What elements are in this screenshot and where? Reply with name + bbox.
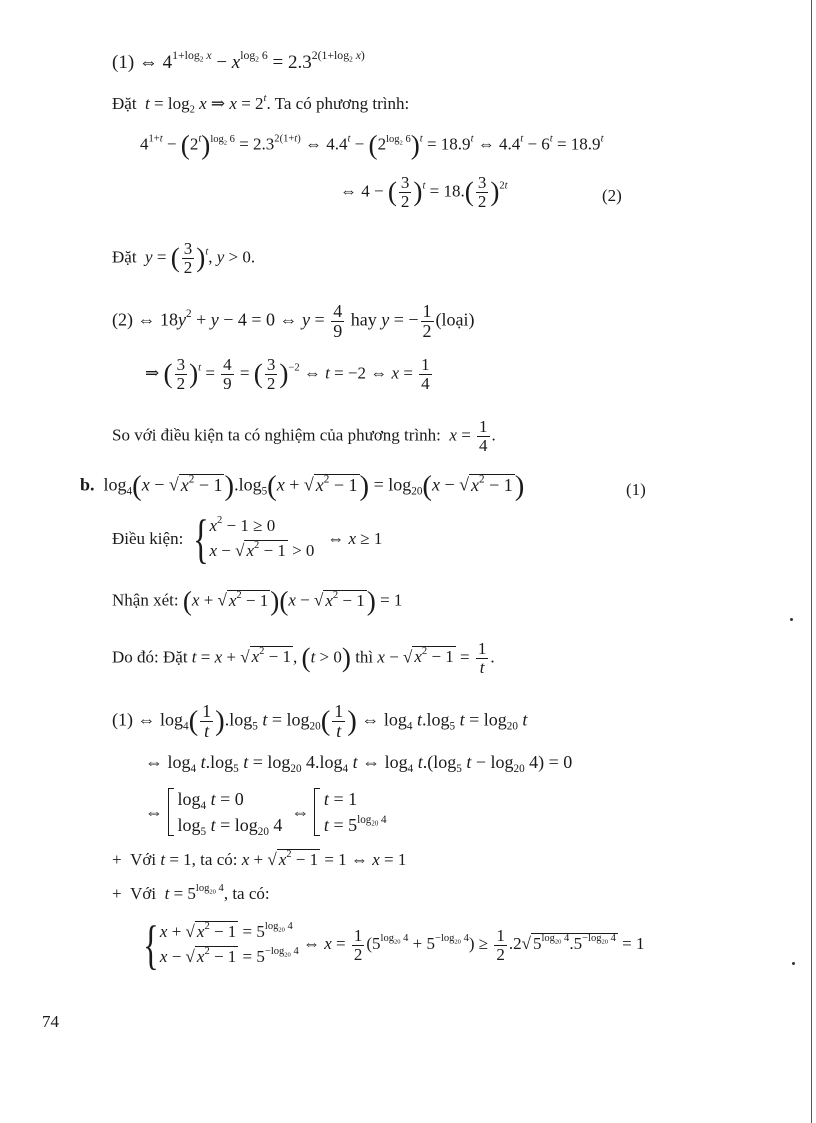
remark-line: Nhận xét: (x + √ $x^2 - 1)(x$ − √ $x^2 - 1) = 1$ (112, 586, 403, 616)
equation-line-6: (2) ⇔ $18y^2 + y - 4 = 0$ ⇔ y = $\frac{4}{9}$ hay y = − $\frac{1}{2}$ (loại) (112, 301, 475, 341)
equation-line-18: { x + √ $x^2 - 1 = 5^{log_{20} 4}$ x − √ $x^2 - 1 = 5^{-log_{20} 4}$ ⇔ x = $\frac{1}{2}$ $(5^{log_{20} 4} + 5^{-log_{20} 4})$ ≥ $\frac{1}{2}$ .2√ $5^{log_{20} 4}.5^{-log_{20} 4} = 1$ (143, 915, 645, 975)
equation-line-15: ⇔ $\log_4 t = 0$ $\log_5 t = \log_{20} 4$ ⇔ t = 1 $t = 5^{log_{20} 4}$ (145, 789, 387, 838)
solution-line-a: So với điều kiện ta có nghiệm của phương trình: x = $\frac{1}{4}$ . (112, 417, 496, 455)
substitution-y: Đặt y = ( $\frac{3}{2}$ )$^t$, y > 0. (112, 239, 256, 277)
case-t-2: + Với $t = 5^{log_{20} 4}$, ta có: (112, 883, 270, 903)
equation-line-1: (1) ⇔ $4^{1+log_2 x} - x^{log_2 6} = 2.3^{2(1+log_2 x)}$ (112, 49, 365, 73)
speck (790, 618, 793, 621)
equation-line-4: ⇔ 4 − ( $\frac{3}{2}$ )$^t$ = 18.( $\frac{3}{2}$ )$^{2t}$ (340, 173, 508, 211)
equation-line-3: $4^{1+t} - (2^t)^{log_2 6} = 2.3^{2(1+t)}$ ⇔ $4.4^t - (2^{log_2 6})^t = 18.9^t$ ⇔ $4.4^t - 6^t = 18.9^t$ (140, 130, 604, 160)
case-t-1: + Với t = 1, ta có: x + √ $x^2 - 1 = 1$ ⇔ x = 1 (112, 849, 407, 869)
substitution-line: Đặt $t = \log_2 x$ ⇒ $x = 2^t$. Ta có phương trình: (112, 93, 410, 116)
equation-line-13: (1) ⇔ $\log_4$( $\frac{1}{t}$ )$.\log_5$ $t = \log_{20}$( $\frac{1}{t}$ ) ⇔ $\log_4 t.\log_5$ $t = \log_{20} t$ (112, 701, 528, 741)
equation-label-2: (2) (602, 186, 622, 205)
equation-line-14: ⇔ $\log_4 t.\log_5$ $t = \log_{20} 4.\log_4$ t ⇔ $\log_4 t.(\log_5$ $t - \log_{20} 4) = 0$ (145, 752, 573, 775)
page-edge-line (811, 0, 812, 1123)
equation-label-1: (1) (626, 480, 646, 499)
speck (792, 962, 795, 965)
page-number: 74 (42, 1012, 59, 1031)
substitution-t: Do đó: Đặt t = x + √ $x^2 - 1$ , (t > 0) thì x − √ $x^2 - 1$ = $\frac{1}{t}$ . (112, 639, 495, 677)
equation-line-7: ⇒ ( $\frac{3}{2}$ )$^t$ = $\frac{4}{9}$ = ( $\frac{3}{2}$ )$^{-2}$ ⇔ t = −2 ⇔ x = $\frac{1}{4}$ (145, 355, 430, 393)
condition-block: Điều kiện: { $x^2 - 1 \ge 0$ x − √ $x^2 - 1 > 0$ ⇔ x ≥ 1 (112, 509, 383, 569)
problem-b: b. $\log_4(x$ − √ $x^2 - 1).\log_5(x$ + √ $x^2 - 1) = \log_{20}(x$ − √ $x^2 - 1$) (80, 470, 525, 502)
